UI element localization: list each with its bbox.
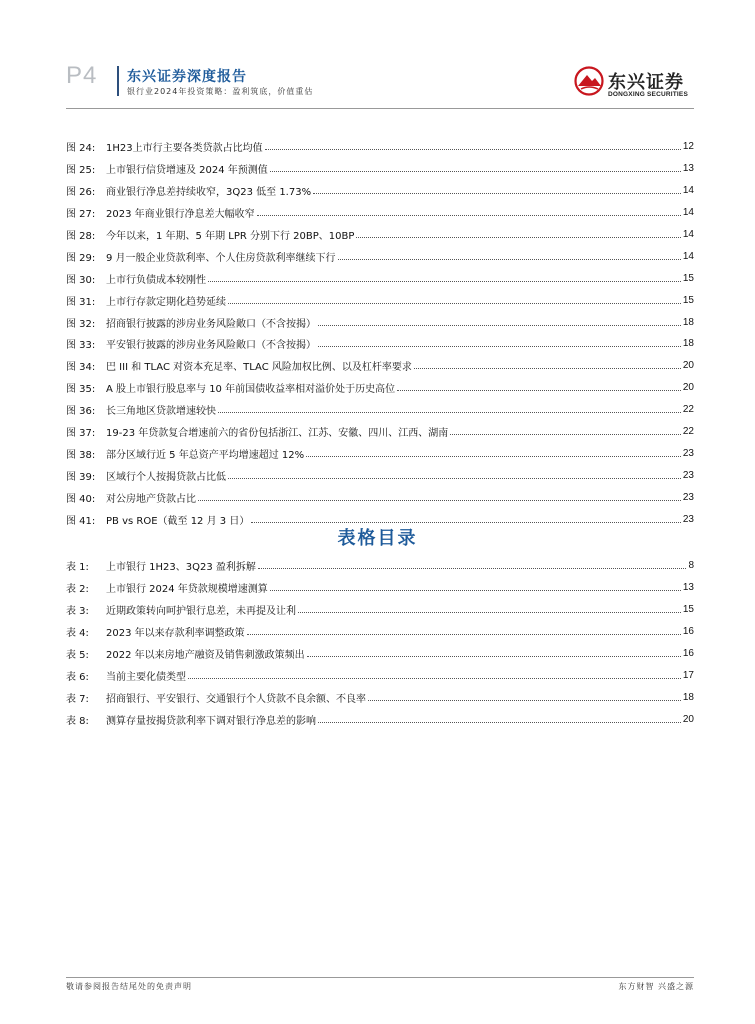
toc-entry[interactable] [66,158,694,180]
toc-entry-page: 23 [682,491,694,503]
toc-entry-title: 上市银行信贷增速及 2024 年预测值 [106,165,268,177]
toc-entry-label: 表 3: [66,606,89,618]
toc-entry-title: 上市行负债成本较刚性 [106,274,206,286]
toc-leader-dots [368,700,681,701]
toc-entry-label: 图 25: [66,165,96,177]
toc-entry[interactable] [66,267,694,289]
toc-entry[interactable] [66,333,694,355]
toc-leader-dots [257,215,681,216]
toc-entry-label: 表 5: [66,650,89,661]
toc-entry-page: 12 [682,141,694,153]
toc-entry-label: 图 36: [66,406,96,418]
toc-entry-label: 表 4: [66,628,89,640]
toc-leader-dots [338,259,681,260]
toc-entry-page: 8 [688,560,694,572]
toc-entry-page: 22 [682,404,694,416]
toc-entry-title: 区域行个人按揭贷款占比低 [106,471,226,483]
toc-leader-dots [318,325,681,326]
toc-leader-dots [270,171,681,172]
toc-entry-page: 14 [682,185,694,197]
toc-entry[interactable] [66,289,694,311]
toc-entry-title: 商业银行净息差持续收窄，3Q23 低至 1.73% [106,187,312,199]
toc-entry-title: 当前主要化债类型 [106,671,186,683]
toc-leader-dots [298,612,681,613]
toc-entry-page: 14 [682,229,694,240]
toc-leader-dots [397,390,681,391]
toc-entry-title: A 股上市银行股息率与 10 年前国债收益率相对溢价处于历史高位 [106,384,396,396]
toc-entry-label: 图 30: [66,274,96,286]
toc-entry-page: 16 [682,626,694,638]
toc-entry-label: 图 29: [66,252,96,264]
toc-entry[interactable] [66,355,694,377]
page-number: P4 [66,62,98,89]
toc-entry-page: 15 [682,272,694,284]
footer-rule [66,977,694,978]
toc-entry-page: 14 [682,250,694,262]
toc-entry-page: 23 [682,447,694,459]
toc-leader-dots [318,346,681,347]
toc-entry[interactable] [66,202,694,224]
toc-entry-title: 上市银行 1H23、3Q23 盈利拆解 [106,562,256,574]
table-section-title: 表格目录 [337,528,418,549]
toc-leader-dots [228,303,681,304]
logo-text-en: DONGXING SECURITIES [608,91,689,98]
toc-entry-title: 对公房地产贷款占比 [106,493,196,505]
toc-entry-page: 15 [682,604,694,616]
toc-entry-label: 图 35: [66,384,96,396]
report-title: 东兴证券深度报告 [127,69,247,85]
toc-entry-page: 13 [682,582,694,594]
toc-entry-label: 图 34: [66,362,96,374]
toc-leader-dots [258,568,687,569]
toc-entry-title: 9 月一般企业贷款利率、个人住房贷款利率继续下行 [106,252,336,264]
toc-entry-title: 部分区域行近 5 年总资产平均增速超过 12% [106,449,305,461]
toc-entry-page: 16 [682,648,694,659]
toc-entry[interactable] [66,311,694,333]
toc-entry-page: 23 [682,513,694,525]
toc-leader-dots [265,149,681,150]
header-divider [117,66,119,96]
toc-leader-dots [306,456,681,457]
toc-leader-dots [251,522,681,523]
toc-entry-page: 18 [682,338,694,350]
company-logo [574,66,694,106]
toc-entry[interactable] [66,442,694,464]
toc-entry-title: 巴 III 和 TLAC 对资本充足率、TLAC 风险加权比例、以及杠杆率要求 [106,362,412,374]
page-header [0,0,755,110]
toc-entry[interactable] [66,421,694,443]
toc-entry-title: 近期政策转向呵护银行息差，未再提及让利 [106,606,296,618]
toc-entry[interactable] [66,686,694,708]
logo-mark-icon [574,66,604,96]
toc-entry[interactable] [66,399,694,421]
toc-entry-label: 图 31: [66,296,96,308]
toc-entry-title: 2022 年以来房地产融资及销售刺激政策频出 [106,650,305,661]
toc-entry-title: 19-23 年贷款复合增速前六的省份包括浙江、江苏、安徽、四川、江西、湖南 [106,428,449,440]
toc-entry[interactable] [66,180,694,202]
toc-leader-dots [450,434,681,435]
toc-entry-title: 长三角地区贷款增速较快 [106,406,216,418]
toc-entry-label: 图 39: [66,471,96,483]
toc-leader-dots [198,500,681,501]
toc-entry[interactable] [66,643,694,665]
toc-entry[interactable] [66,708,694,730]
toc-entry-page: 18 [682,316,694,328]
toc-entry-label: 表 1: [66,562,89,574]
toc-entry[interactable] [66,224,694,246]
toc-entry[interactable] [66,136,694,158]
toc-leader-dots [270,590,681,591]
toc-entry[interactable] [66,464,694,486]
toc-entry-label: 表 6: [66,671,89,683]
toc-entry-label: 图 37: [66,428,96,440]
toc-entry-page: 15 [682,294,694,306]
toc-entry-title: 上市行存款定期化趋势延续 [106,296,226,308]
toc-entry-label: 表 8: [66,715,89,727]
toc-entry-page: 17 [682,669,694,681]
toc-entry-label: 图 27: [66,209,96,221]
toc-entry-label: 图 28: [66,231,96,242]
toc-entry-page: 13 [682,163,694,175]
toc-leader-dots [208,281,681,282]
toc-entry-page: 18 [682,691,694,703]
toc-entry-title: 上市银行 2024 年贷款规模增速测算 [106,584,268,596]
toc-leader-dots [356,237,680,238]
toc-entry-page: 20 [682,713,694,725]
toc-entry[interactable] [66,621,694,643]
toc-entry-title: 招商银行、平安银行、交通银行个人贷款不良余额、不良率 [106,693,366,705]
header-rule [66,108,694,109]
toc-leader-dots [218,412,681,413]
toc-entry-title: 测算存量按揭贷款利率下调对银行净息差的影响 [106,715,316,727]
toc-entry-page: 23 [682,469,694,481]
toc-entry-label: 图 26: [66,187,96,199]
toc-entry-label: 图 41: [66,515,96,527]
toc-entry-label: 表 2: [66,584,89,596]
toc-entry-label: 图 38: [66,449,96,461]
toc-leader-dots [247,634,681,635]
toc-leader-dots [228,478,681,479]
toc-entry[interactable] [66,377,694,399]
toc-entry-title: 2023 年商业银行净息差大幅收窄 [106,209,255,221]
toc-entry[interactable] [66,555,694,577]
toc-entry-title: 2023 年以来存款利率调整政策 [106,628,245,640]
toc-entry[interactable] [66,486,694,508]
toc-leader-dots [414,368,681,369]
logo-text-cn: 东兴证券 [608,72,684,93]
toc-entry[interactable] [66,599,694,621]
toc-entry-label: 表 7: [66,693,89,705]
toc-entry-page: 20 [682,382,694,394]
table-list [66,555,694,730]
toc-entry-page: 14 [682,207,694,219]
toc-entry-title: 今年以来，1 年期、5 年期 LPR 分别下行 20BP、10BP [106,231,355,242]
toc-entry[interactable] [66,664,694,686]
toc-entry-title: 1H23上市行主要各类贷款占比均值 [106,143,263,155]
toc-entry[interactable] [66,245,694,267]
toc-entry-page: 22 [682,426,694,438]
toc-entry-page: 20 [682,360,694,372]
toc-entry-title: 平安银行披露的涉房业务风险敞口（不含按揭） [106,340,316,352]
toc-entry-label: 图 33: [66,340,96,352]
toc-leader-dots [188,678,681,679]
toc-leader-dots [307,656,681,657]
footer-slogan: 东方财智 兴盛之源 [618,982,694,991]
toc-leader-dots [318,722,681,723]
footer-disclaimer: 敬请参阅报告结尾处的免责声明 [66,982,192,991]
toc-leader-dots [313,193,681,194]
toc-entry-label: 图 40: [66,493,96,505]
toc-entry-title: 招商银行披露的涉房业务风险敞口（不含按揭） [106,318,316,330]
toc-entry-title: PB vs ROE（截至 12 月 3 日） [106,515,250,527]
report-subtitle: 银行业2024年投资策略：盈利筑底，价值重估 [127,87,314,96]
toc-entry-label: 图 32: [66,318,96,330]
figure-list [66,136,694,530]
toc-entry[interactable] [66,577,694,599]
toc-entry-label: 图 24: [66,143,96,155]
